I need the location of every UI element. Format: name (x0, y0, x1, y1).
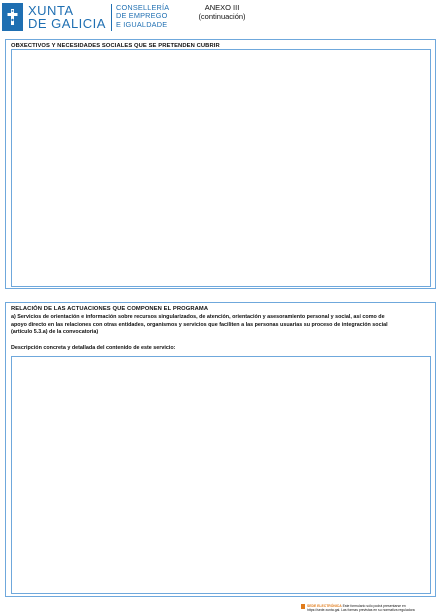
document-icon (301, 604, 305, 609)
paragraph-line: a) Servicios de orientación e información sobre recursos singularizados, de atención, orientación y asesoramiento personal y social, así como de (11, 314, 385, 320)
service-a-paragraph (11, 314, 431, 337)
footer-line2: https://sede.xunta.gal. Las formas previstas en su normativa reguladora (307, 608, 415, 612)
annex-title: ANEXO III (204, 3, 240, 12)
service-description-textarea[interactable] (11, 356, 431, 594)
footer-text (307, 604, 415, 612)
xunta-logo-icon (2, 3, 23, 31)
xunta-line1: XUNTA (28, 3, 74, 18)
footer-line1: Este formulario sólo podrá presentarse en (342, 604, 406, 608)
actions-section-title: RELACIÓN DE LAS ACTUACIONES QUE COMPONEN EL PROGRAMA (11, 306, 209, 312)
annex-heading (180, 3, 264, 21)
objectives-textarea[interactable] (11, 49, 431, 287)
paragraph-line: (artículo 5.3.a) de la convocatoria) (11, 329, 99, 336)
xunta-wordmark (28, 4, 106, 30)
header-divider (111, 4, 112, 31)
xunta-line2: DE GALICIA (28, 16, 106, 31)
footer-accent[interactable]: SEDE ELECTRÓNICA (307, 604, 342, 608)
conselleria-line: CONSELLERÍA (116, 3, 170, 12)
conselleria-name (116, 4, 169, 29)
objectives-section-title: OBXECTIVOS Y NECESIDADES SOCIALES QUE SE PRETENDEN CUBRIR (11, 43, 220, 49)
actions-section (5, 302, 436, 597)
objectives-section (5, 39, 436, 289)
description-label: Descripción concreta y detallada del contenido de este servicio: (11, 345, 176, 351)
paragraph-line: apoyo directo en las relaciones con otras entidades, organismos y servicios que faciliten a las personas usuarias su proceso de integración social (11, 321, 388, 328)
conselleria-line: DE EMPREGO (116, 11, 168, 21)
annex-continuation: (continuación) (198, 12, 246, 21)
conselleria-line: E IGUALDADE (116, 19, 168, 29)
